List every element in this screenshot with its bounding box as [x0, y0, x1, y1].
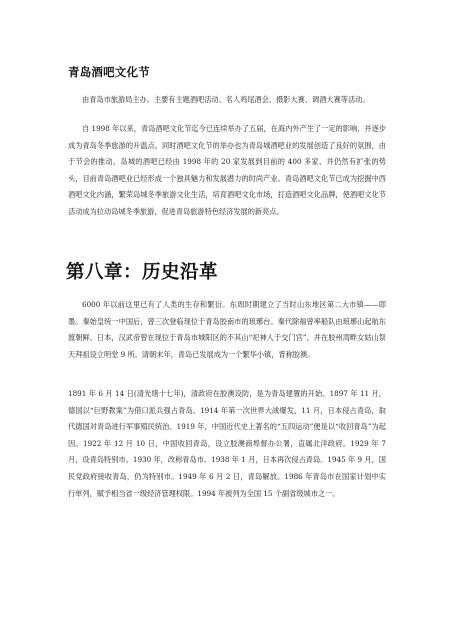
section-title: 青岛酒吧文化节	[68, 65, 150, 79]
section-paragraph-2: 自 1998 年以来，青岛酒吧文化节迄今已连续举办了五届，在海内外产生了一定的影响，并逐步成为青岛冬季旅游的升温点。同时酒吧文化节的举办也为青岛城酒吧业的发展创造了良好的氛围，由于节会的推动，岛城的酒吧已经由 1998 年的 20 家发展到目前的 400 多家、并仍然有扩张的势头，目前青岛酒吧业已经形成一个独具魅力和发展潜力的时尚产业。青岛酒吧文化节已成为挖掘中西酒吧文化内涵，繁荣岛城冬季旅游文化生活，培育酒吧文化市场，打造酒吧文化品牌，使酒吧文化节活动成为拉动岛城冬季旅游，促进青岛旅游特色经济发展的新亮点。	[68, 124, 386, 216]
chapter-title: 第八章：历史沿革	[66, 262, 219, 283]
chapter-paragraph-2: 1891 年 6 月 14 日(清光绪十七年)，清政府在胶澳设防，是为青岛建置的开始。1897 年 11 月，德国以“巨野教案”为借口派兵强占青岛。1914 年第一次世界大战爆发，11 月，日本侵占青岛，取代德国对青岛进行军事殖民统治。1919 年，中国近代史上著名的“五四运动”便是以“收回青岛”为起因。1922 年 12 月 10 日，中国收回青岛，设立胶澳商埠督办公署，直属北洋政府。1929 年 7 月，设青岛特别市。1930 年，改称青岛市。1938 年 1 月，日本再次侵占青岛。1945 年 9 月，国民党政府接收青岛，仍为特别市。1949 年 6 月 2 日，青岛解放。1986 年青岛市在国家计划中实行单列，赋予相当省一级经济管理权限。1994 年被列为全国 15 个副省级城市之一。	[68, 389, 386, 498]
chapter-paragraph-1: 6000 年以前这里已有了人类的生存和繁衍。东周时期建立了当时山东地区第二大市镇——即墨。秦始皇统一中国后，曾三次登临现位于青岛胶南市的琅琊台。秦代除福曾率船队由琅琊山起航东渡朝鲜、日本，汉武帝曾在现位于青岛市城阳区的不其山“祀神人于交门宫”，并在胶州湾畔女姑山祭天拜祖设立明堂 9 所。清朝末年，青岛已发展成为一个繁华小镇，背称胶澳。	[68, 300, 386, 359]
section-paragraph-1: 由青岛市旅游局主办。主要有主题酒吧活动、名人鸡尾酒会、摄影大赛、调酒大赛等活动。	[82, 95, 370, 104]
